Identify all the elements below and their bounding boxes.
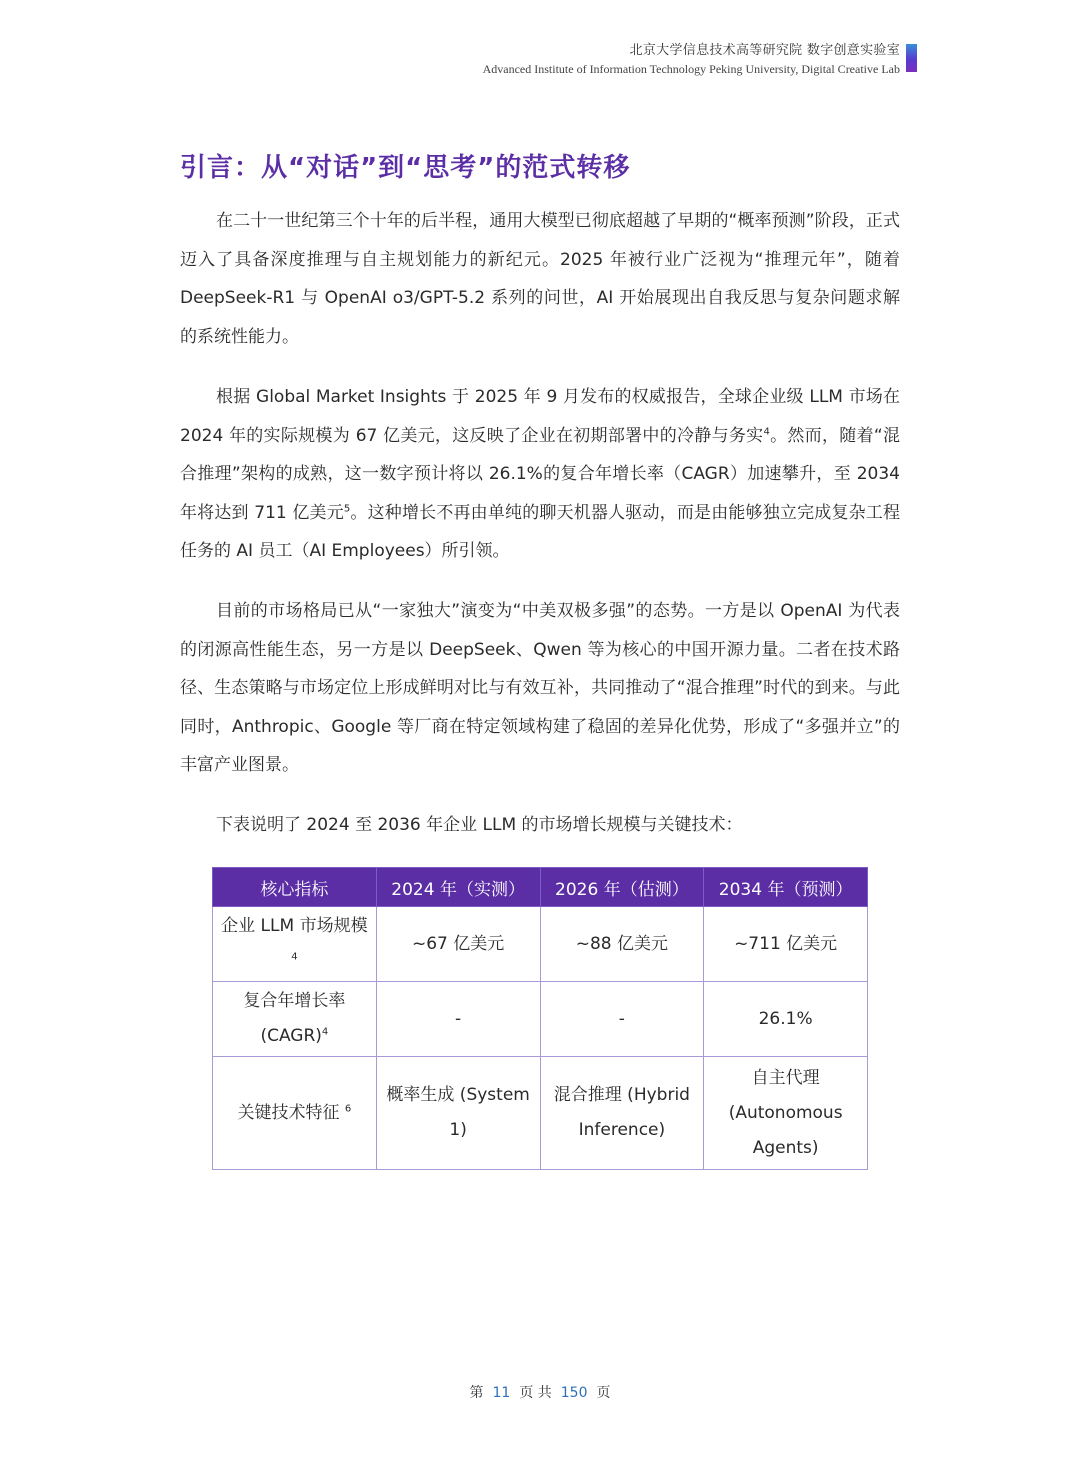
row-label-text: 企业 LLM 市场规模 <box>221 916 368 936</box>
table-cell: 自主代理 (Autonomous Agents) <box>704 1057 868 1170</box>
row-label <box>213 1057 377 1170</box>
paragraph-table-intro: 下表说明了 2024 至 2036 年企业 LLM 的市场增长规模与关键技术： <box>216 815 743 835</box>
paragraph-intro: 在二十一世纪第三个十年的后半程，通用大模型已彻底超越了早期的“概率预测”阶段，正式迈入了具备深度推理与自主规划能力的新纪元。2025 年被行业广泛视为“推理元年”，随着 DeepSeek-R1 与 OpenAI o3/GPT-5.2 系列的问世，AI 开始展现出自我反思与复杂问题求解的系统性能力。 <box>180 211 900 347</box>
paragraph-text: 。这种增长不再由单纯的聊天机器人驱动，而是由能够独立完成复杂工程任务的 AI 员工（AI Employees）所引领。 <box>180 502 900 561</box>
footnote-ref[interactable]: 6 <box>344 1102 352 1114</box>
footer-middle: 页 共 <box>519 1385 552 1401</box>
row-label-text: 关键技术特征 <box>237 1102 340 1123</box>
footnote-ref[interactable]: 5 <box>343 502 351 514</box>
table-cell: 概率生成 (System 1) <box>376 1057 540 1170</box>
paragraph-text: 。然而，随着“混合推理”架构的成熟，这一数字预计将以 26.1%的复合年增长率（CAGR）加速攀升，至 2034 年将达到 711 亿美元 <box>180 425 900 523</box>
row-label <box>213 907 377 982</box>
paragraph-text: 根据 Global Market Insights 于 2025 年 9 月发布的权威报告，全球企业级 LLM 市场在 2024 年的实际规模为 67 亿美元，这反映了企业在初期部署中的冷静与务实 <box>180 387 900 446</box>
table-row <box>213 907 868 982</box>
table-cell: 26.1% <box>704 982 868 1057</box>
footer-prefix: 第 <box>469 1385 484 1401</box>
table-cell: - <box>540 982 704 1057</box>
row-label-text: 复合年增长率 (CAGR) <box>243 991 346 1046</box>
paragraph-market-landscape: 目前的市场格局已从“一家独大”演变为“中美双极多强”的态势。一方是以 OpenAI 为代表的闭源高性能生态，另一方是以 DeepSeek、Qwen 等为核心的中国开源力量。二者在技术路径、生态策略与市场定位上形成鲜明对比与有效互补，共同推动了“混合推理”时代的到来。与此同时，Anthropic、Google 等厂商在特定领域构建了稳固的差异化优势，形成了“多强并立”的丰富产业图景。 <box>180 601 900 775</box>
header-institute-cn: 北京大学信息技术高等研究院 数字创意实验室 <box>629 43 900 58</box>
paragraph-market-size <box>180 378 900 571</box>
table-header-cell: 2034 年（预测） <box>704 868 868 907</box>
market-table <box>212 867 868 1170</box>
row-label <box>213 982 377 1057</box>
table-header-cell: 2024 年（实测） <box>376 868 540 907</box>
footnote-ref[interactable]: 4 <box>763 425 770 437</box>
table-header-cell: 核心指标 <box>213 868 377 907</box>
table-header-cell: 2026 年（估测） <box>540 868 704 907</box>
table-cell: ~88 亿美元 <box>540 907 704 982</box>
header-institute-en: Advanced Institute of Information Technology Peking University, Digital Creative Lab <box>482 62 900 76</box>
table-row <box>213 982 868 1057</box>
current-page-number: 11 <box>492 1385 511 1401</box>
table-row <box>213 1057 868 1170</box>
table-cell: ~711 亿美元 <box>704 907 868 982</box>
total-page-count: 150 <box>560 1385 588 1401</box>
table-cell: 混合推理 (Hybrid Inference) <box>540 1057 704 1170</box>
table-cell: - <box>376 982 540 1057</box>
footnote-ref[interactable]: 4 <box>321 1026 329 1038</box>
section-title: 引言：从“对话”到“思考”的范式转移 <box>180 153 631 183</box>
footnote-ref[interactable]: 4 <box>291 951 298 963</box>
footer-suffix: 页 <box>596 1385 611 1401</box>
table-header-row <box>213 868 868 907</box>
table-cell: ~67 亿美元 <box>376 907 540 982</box>
header-accent-bar <box>906 44 917 72</box>
page-footer <box>0 1382 1080 1402</box>
